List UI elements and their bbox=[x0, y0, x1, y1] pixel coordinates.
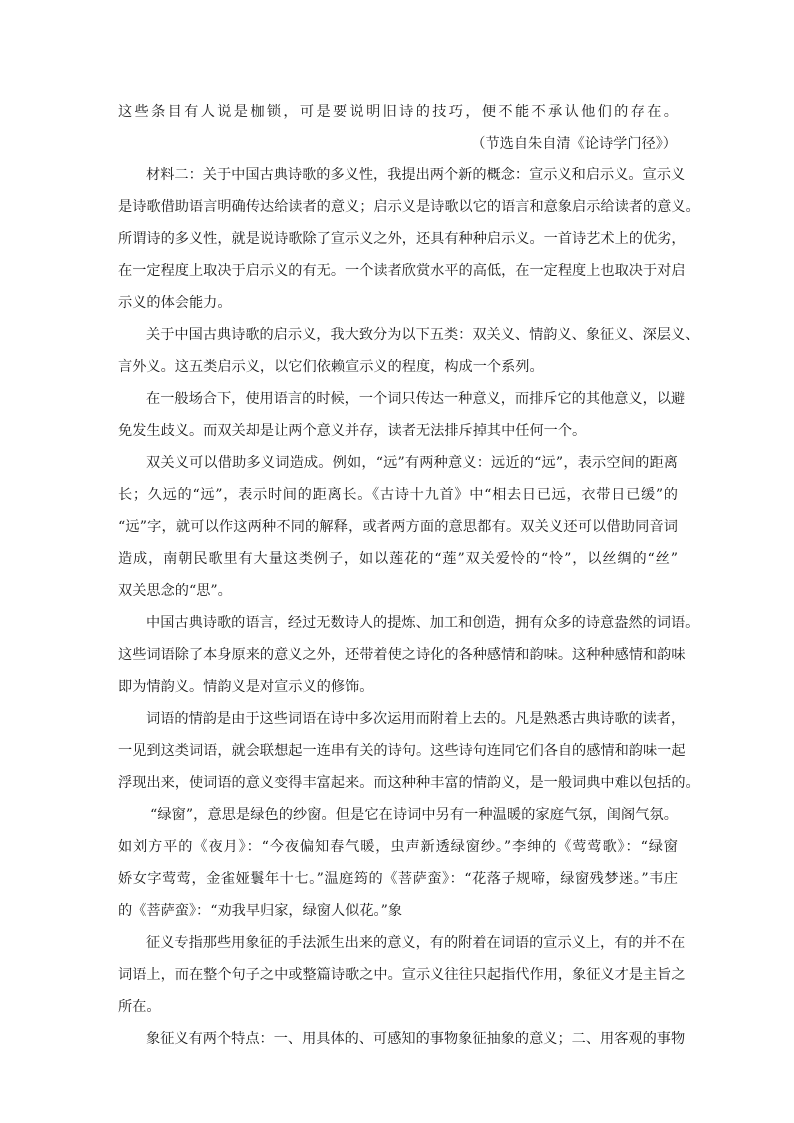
text-line: 在一般场合下，使用语言的时候，一个词只传达一种意义，而排斥它的其他意义，以避 bbox=[146, 391, 686, 407]
text-line: 这些词语除了本身原来的意义之外，还带着使之诗化的各种感情和韵味。这种种感情和韵味 bbox=[118, 647, 686, 663]
text-line: 示义的体会能力。 bbox=[118, 295, 232, 311]
text-line: 的《菩萨蛮》：“劝我早归家，绿窗人似花。”象 bbox=[118, 903, 403, 919]
text-line: “远”字，就可以作这两种不同的解释，或者两方面的意思都有。双关义还可以借助同音词 bbox=[118, 519, 678, 535]
text-line: 一见到这类词语，就会联想起一连串有关的诗句。这些诗句连同它们各自的感情和韵味一起 bbox=[118, 743, 686, 759]
text-line: 象征义有两个特点：一、用具体的、可感知的事物象征抽象的意义；二、用客观的事物 bbox=[146, 1031, 686, 1047]
text-line: 材料二：关于中国古典诗歌的多义性，我提出两个新的概念：宣示义和启示义。宣示义 bbox=[146, 167, 686, 183]
text-line: 长；久远的“远”，表示时间的距离长。《古诗十九首》中“相去日已远，衣带日已缓”的 bbox=[118, 487, 678, 503]
text-line: 浮现出来，使词语的意义变得丰富起来。而这种种丰富的情韵义，是一般词典中难以包括的。 bbox=[118, 775, 700, 791]
text-line: 关于中国古典诗歌的启示义，我大致分为以下五类：双关义、情韵义、象征义、深层义、 bbox=[146, 327, 700, 343]
text-line: 所谓诗的多义性，就是说诗歌除了宣示义之外，还具有种种启示义。一首诗艺术上的优劣， bbox=[118, 231, 686, 247]
text-line: 言外义。这五类启示义，以它们依赖宣示义的程度，构成一个系列。 bbox=[118, 359, 544, 375]
text-line: 造成，南朝民歌里有大量这类例子，如以莲花的“莲”双关爱怜的“怜”，以丝绸的“丝” bbox=[118, 551, 678, 567]
source-citation: （节选自朱自清《论诗学门径》） bbox=[471, 136, 677, 152]
text-line: 所在。 bbox=[118, 999, 161, 1015]
text-line: 娇女字莺莺，金雀娅鬟年十七。”温庭筠的《菩萨蛮》：“花落子规啼，绿窗残梦迷。”韦庄 bbox=[118, 871, 678, 887]
text-line: 即为情韵义。情韵义是对宣示义的修饰。 bbox=[118, 679, 374, 695]
text-line: 征义专指那些用象征的手法派生出来的意义，有的附着在词语的宣示义上，有的并不在 bbox=[146, 935, 686, 951]
text-line: 如刘方平的《夜月》：“今夜偏知春气暖，虫声新透绿窗纱。”李绅的《莺莺歌》：“绿窗 bbox=[118, 839, 678, 855]
text-line: 词语上，而在整个句子之中或整篇诗歌之中。宣示义往往只起指代作用，象征义才是主旨之 bbox=[118, 967, 686, 983]
text-line: 是诗歌借助语言明确传达给读者的意义；启示义是诗歌以它的语言和意象启示给读者的意义。 bbox=[118, 199, 700, 215]
text-line: 免发生歧义。而双关却是让两个意义并存，读者无法排斥掉其中任何一个。 bbox=[118, 423, 587, 439]
text-line: 这些条目有人说是枷锁，可是要说明旧诗的技巧，便不能不承认他们的存在。 bbox=[118, 104, 678, 120]
text-line: 中国古典诗歌的语言，经过无数诗人的提炼、加工和创造，拥有众多的诗意盎然的词语。 bbox=[146, 615, 700, 631]
text-line: 双关思念的“思”。 bbox=[118, 583, 232, 599]
text-line: “绿窗”，意思是绿色的纱窗。但是它在诗词中另有一种温暖的家庭气氛，闺阁气氛。 bbox=[150, 807, 678, 823]
text-line: 双关义可以借助多义词造成。例如，“远”有两种意义：远近的“远”，表示空间的距离 bbox=[146, 455, 678, 471]
text-line: 在一定程度上取决于启示义的有无。一个读者欣赏水平的高低，在一定程度上也取决于对启 bbox=[118, 263, 686, 279]
text-line: 词语的情韵是由于这些词语在诗中多次运用而附着上去的。凡是熟悉古典诗歌的读者， bbox=[146, 711, 686, 727]
